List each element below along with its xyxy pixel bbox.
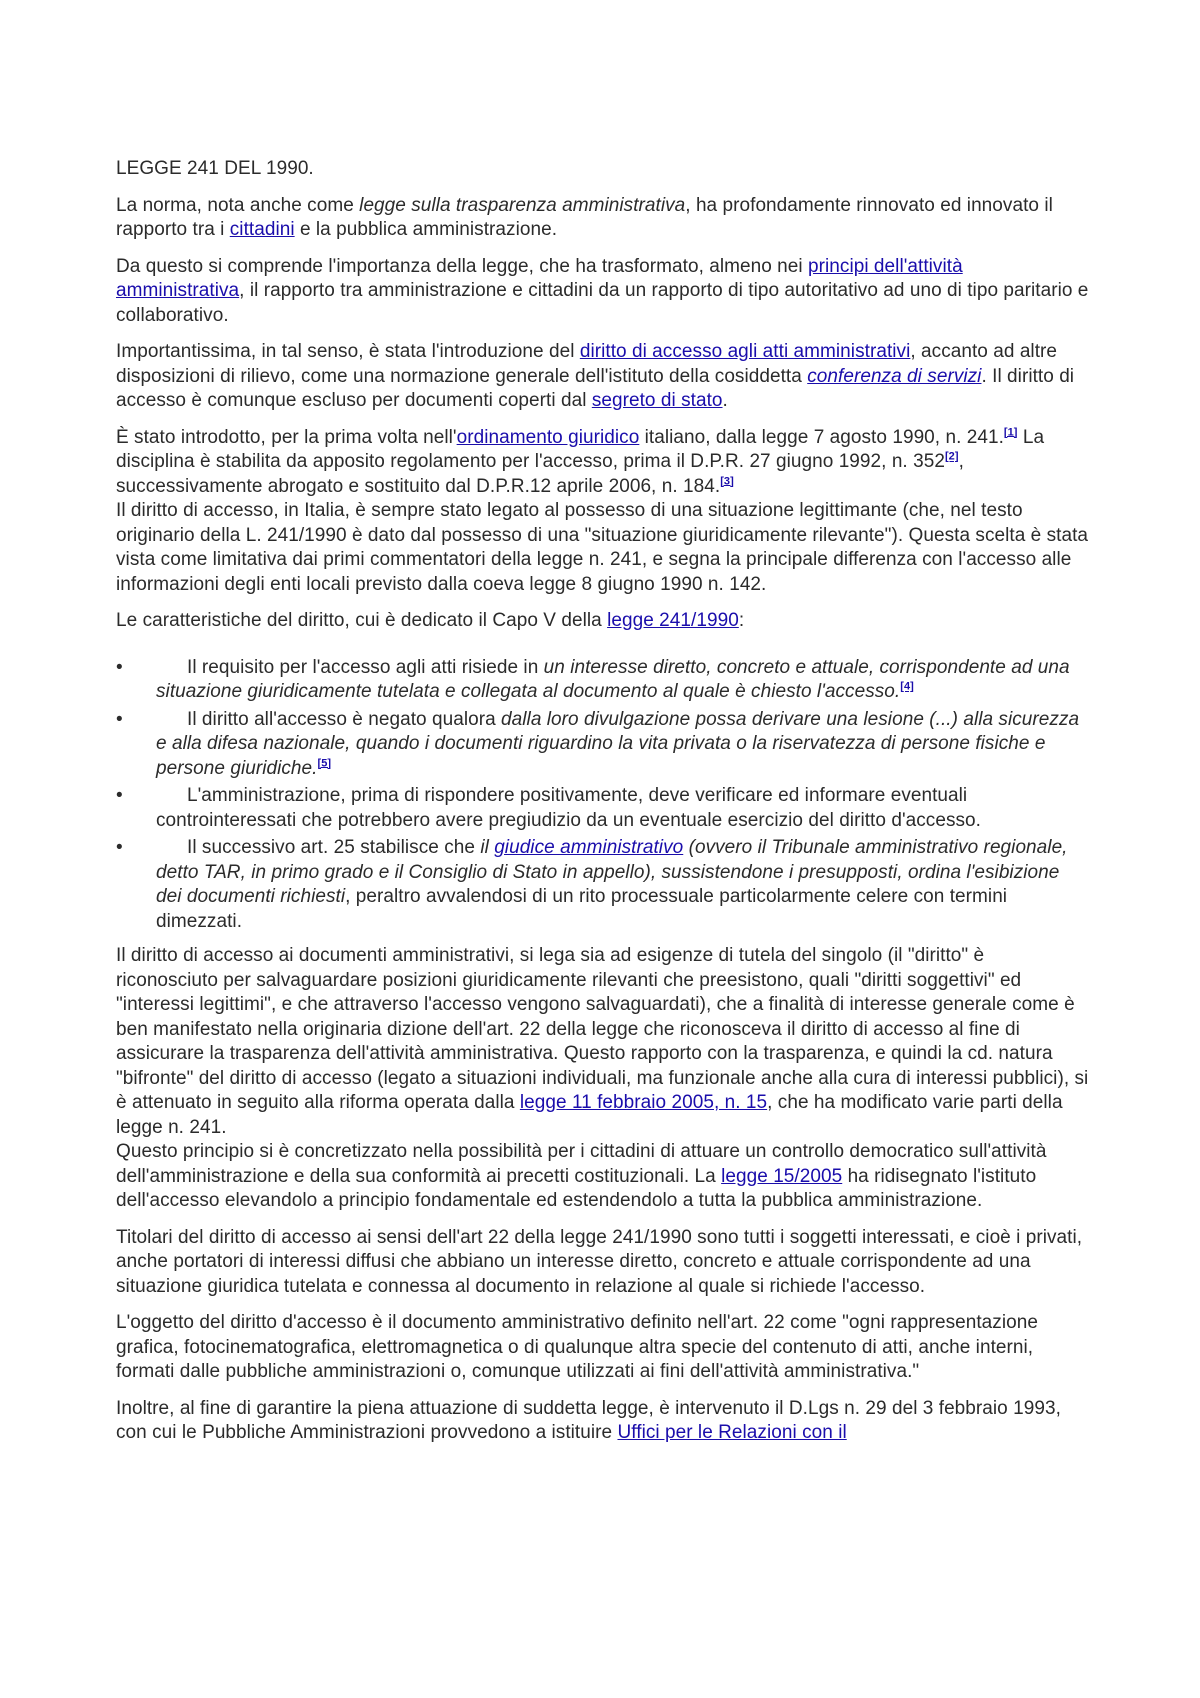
- footnote-ref-4: [900, 681, 914, 693]
- link-conferenza-di-servizi[interactable]: conferenza di servizi: [807, 365, 982, 387]
- list-item: • Il requisito per l'accesso agli atti risiede in un interesse diretto, concreto e attuale, corrispondente ad una situazione giuridicamente tutelata e collegata al documento al quale è chiesto l'accesso.[4]: [116, 656, 1070, 702]
- paragraph-tutela: Il diritto di accesso ai documenti amministrativi, si lega sia ad esigenze di tutela del singolo (il "diritto" è riconosciuto per salvaguardare posizioni giuridicamente rilevanti che preesistono, quali "diritti soggettivi" ed "interessi legittimi", e che attraverso l'accesso vengono salvaguardati), che a finalità di interesse generale come è ben manifestato nella originaria dizione dell'art. 22 della legge che riconosceva il diritto di accesso al fine di assicurare la trasparenza dell'attività amministrativa. Questo rapporto con la trasparenza, e quindi la cd. natura "bifronte" del diritto di accesso (legato a situazioni individuali, ma funzionale anche alla cura di interessi pubblici), si è attenuato in seguito alla riforma operata dalla legge 11 febbraio 2005, n. 15, che ha modificato varie parti della legge n. 241. Questo principio si è concretizzato nella possibilità per i cittadini di attuare un controllo democratico sull'attività dell'amministrazione e della sua conformità ai precetti costituzionali. La legge 15/2005 ha ridisegnato l'istituto dell'accesso elevandolo a principio fondamentale ed estendendolo a tutta la pubblica amministrazione.: [116, 945, 1089, 1211]
- paragraph-introduzione: È stato introdotto, per la prima volta nell'ordinamento giuridico italiano, dalla legge 7 agosto 1990, n. 241.[1] La disciplina è stabilita da apposito regolamento per l'accesso, prima il D.P.R. 27 giugno 1992, n. 352[2], successivamente abrogato e sostituito dal D.P.R.12 aprile 2006, n. 184.[3] Il diritto di accesso, in Italia, è sempre stato legato al possesso di una situazione legittimante (che, nel testo originario della L. 241/1990 è dato dal possesso di una "situazione giuridicamente rilevante"). Questa scelta è stata vista come limitativa dai primi commentatori della legge n. 241, e segna la principale differenza con l'accesso alle informazioni degli enti locali previsto dalla coeva legge 8 giugno 1990 n. 142.: [116, 426, 1089, 595]
- link-legge-241-1990[interactable]: legge 241/1990: [607, 610, 739, 631]
- paragraph-intro: La norma, nota anche come legge sulla trasparenza amministrativa, ha profondamente rinnovato ed innovato il rapporto tra i cittadini e la pubblica amministrazione.: [116, 194, 1053, 240]
- paragraph-titolari: Titolari del diritto di accesso ai sensi dell'art 22 della legge 241/1990 sono tutti i soggetti interessati, e cioè i privati, anche portatori di interessi diffusi che abbiano un interesse diretto, concreto e attuale corrispondente ad una situazione giuridica tutelata e connessa al documento in relazione al quale si richiede l'accesso.: [116, 1226, 1083, 1297]
- footnote-ref-3: [720, 475, 734, 487]
- paragraph-diritto-accesso: Importantissima, in tal senso, è stata l'introduzione del diritto di accesso agli atti amministrativi, accanto ad altre disposizioni di rilievo, come una normazione generale dell'istituto della cosiddetta conferenza di servizi. Il diritto di accesso è comunque escluso per documenti coperti dal segreto di stato.: [116, 341, 1075, 411]
- link-diritto-di-accesso[interactable]: diritto di accesso agli atti amministrativi: [579, 341, 911, 362]
- list-item: • Il diritto all'accesso è negato qualora dalla loro divulgazione possa derivare una lesione (...) alla sicurezza e alla difesa nazionale, quando i documenti riguardino la vita privata o la riservatezza di persone fisiche e persone giuridiche.[5]: [116, 708, 1080, 779]
- footnote-link-4[interactable]: [4]: [900, 680, 914, 693]
- footnote-link-5[interactable]: [5]: [317, 757, 332, 770]
- link-segreto-di-stato[interactable]: segreto di stato: [591, 390, 723, 411]
- footnote-ref-5: [318, 757, 332, 769]
- list-item: • Il successivo art. 25 stabilisce che il giudice amministrativo (ovvero il Tribunale amministrativo regionale, detto TAR, in primo grado e il Consiglio di Stato in appello), sussistendone i presupposti, ordina l'esibizione dei documenti richiesti, peraltro avvalendosi di un rito processuale particolarmente celere con termini dimezzati.: [116, 837, 1068, 932]
- link-giudice-amministrativo[interactable]: giudice amministrativo: [494, 837, 684, 858]
- link-ordinamento-giuridico[interactable]: ordinamento giuridico: [456, 426, 640, 448]
- paragraph-importance: Da questo si comprende l'importanza della legge, che ha trasformato, almeno nei principi dell'attività amministrativa, il rapporto tra amministrazione e cittadini da un rapporto di tipo autoritativo ad uno di tipo paritario e collaborativo.: [116, 255, 1089, 326]
- emphasis-text: legge sulla trasparenza amministrativa: [359, 194, 686, 216]
- list-item: • L'amministrazione, prima di rispondere positivamente, deve verificare ed informare eventuali controinteressati che potrebbero avere pregiudizio da un eventuale esercizio del diritto d'accesso.: [116, 785, 982, 831]
- footnote-link-3[interactable]: [3]: [720, 475, 734, 488]
- link-principi-attivita-amministrativa[interactable]: principi dell'attività amministrativa: [116, 255, 963, 301]
- paragraph-dlgs: Inoltre, al fine di garantire la piena attuazione di suddetta legge, è intervenuto il D.Lgs n. 29 del 3 febbraio 1993, con cui le Pubbliche Amministrazioni provvedono a istituire Uffici per le Relazioni con il: [116, 1397, 1061, 1443]
- footnote-link-2[interactable]: [2]: [944, 450, 959, 463]
- footnote-ref-2: [945, 451, 959, 463]
- bullet-marker: •: [116, 656, 123, 678]
- characteristics-list: [116, 656, 1090, 935]
- bullet-marker: •: [116, 785, 123, 806]
- link-uffici-relazioni[interactable]: Uffici per le Relazioni con il: [617, 1422, 847, 1443]
- link-legge-15-2005[interactable]: legge 15/2005: [721, 1165, 843, 1187]
- bullet-marker: •: [116, 837, 123, 858]
- footnote-link-1[interactable]: [1]: [1003, 426, 1018, 439]
- bullet-marker: •: [116, 708, 123, 730]
- footnote-ref-1: [1004, 426, 1018, 438]
- link-legge-11-febbraio-2005[interactable]: legge 11 febbraio 2005, n. 15: [519, 1092, 768, 1113]
- document-title: LEGGE 241 DEL 1990.: [116, 158, 314, 179]
- paragraph-oggetto: L'oggetto del diritto d'accesso è il documento amministrativo definito nell'art. 22 come "ogni rappresentazione grafica, fotocinematografica, elettromagnetica o di qualunque altra specie del contenuto di atti, anche interni, formati dalle pubbliche amministrazioni o, comunque utilizzati ai fini dell'attività amministrativa.": [116, 1312, 1038, 1382]
- paragraph-caratteristiche: Le caratteristiche del diritto, cui è dedicato il Capo V della legge 241/1990:: [116, 610, 745, 631]
- link-cittadini[interactable]: cittadini: [229, 219, 295, 240]
- document-body: [116, 157, 1090, 1446]
